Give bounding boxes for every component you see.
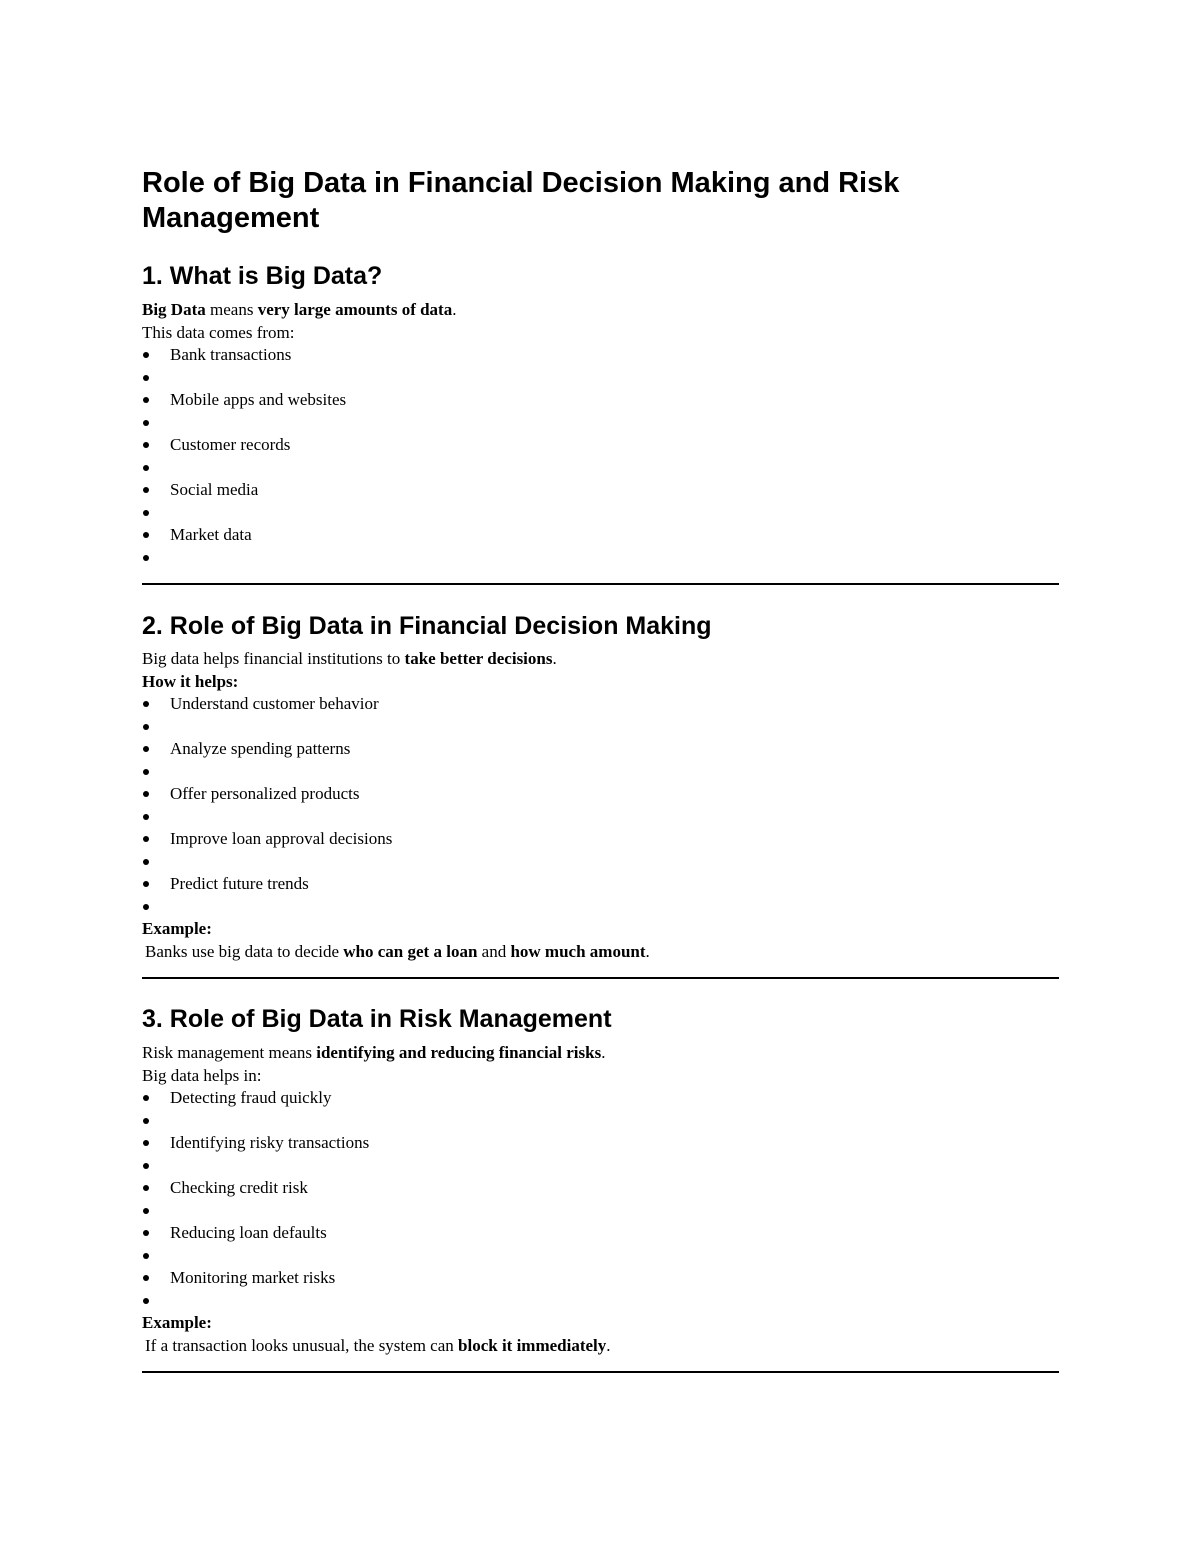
list-item: [142, 1200, 1059, 1223]
section-2-intro-end: .: [552, 649, 557, 668]
bullet-icon: [143, 442, 149, 448]
section-divider: [142, 1371, 1059, 1373]
list-item: [142, 1087, 1059, 1110]
bullet-icon: [143, 1095, 149, 1101]
section-1-intro-mid: means: [205, 300, 258, 319]
list-item-text: Customer records: [170, 435, 291, 454]
section-1-body: [142, 299, 1059, 569]
bullet-icon: [143, 836, 149, 842]
list-item-text: Improve loan approval decisions: [170, 829, 393, 848]
bullet-icon: [143, 1185, 149, 1191]
list-item: [142, 457, 1059, 480]
section-3-body: [142, 1042, 1059, 1357]
section-3-heading: 3. Role of Big Data in Risk Management: [142, 1005, 612, 1033]
bullet-icon: [143, 1163, 149, 1169]
bullet-icon: [143, 1140, 149, 1146]
list-item-text: Predict future trends: [170, 874, 309, 893]
list-item: [142, 412, 1059, 435]
list-item: [142, 1132, 1059, 1155]
section-3-example-label: [142, 1312, 1059, 1335]
section-3-example-label-text: Example:: [142, 1313, 212, 1332]
section-3-intro-end: .: [601, 1043, 606, 1062]
bullet-icon: [143, 532, 149, 538]
section-1-intro-emph: very large amounts of data: [257, 300, 453, 319]
bullet-icon: [143, 1298, 149, 1304]
section-2-intro-emph: take better decisions: [404, 649, 553, 668]
bullet-icon: [143, 881, 149, 887]
bullet-icon: [143, 1275, 149, 1281]
list-item: [142, 783, 1059, 806]
section-3-intro-emph: identifying and reducing financial risks: [316, 1043, 602, 1062]
list-item-text: Identifying risky transactions: [170, 1133, 370, 1152]
section-divider: [142, 583, 1059, 585]
section-3-intro: [142, 1042, 1059, 1065]
section-2-example-emph-2: how much amount: [510, 941, 646, 961]
section-1-list: [142, 344, 1059, 569]
bullet-icon: [143, 859, 149, 865]
bullet-icon: [143, 397, 149, 403]
section-3-lead: Big data helps in:: [142, 1065, 262, 1085]
list-item: [142, 1177, 1059, 1200]
list-item-text: Market data: [170, 525, 252, 544]
list-item: [142, 1222, 1059, 1245]
list-item: [142, 389, 1059, 412]
list-item: [142, 479, 1059, 502]
list-item: [142, 693, 1059, 716]
section-2-intro-start: Big data helps financial institutions to: [142, 649, 405, 668]
section-2-example-start: Banks use big data to decide: [145, 941, 344, 961]
list-item: [142, 716, 1059, 739]
section-2-list: [142, 693, 1059, 918]
section-1-heading: 1. What is Big Data?: [142, 262, 383, 290]
list-item-text: Analyze spending patterns: [170, 739, 351, 758]
list-item: [142, 738, 1059, 761]
list-item-text: Social media: [170, 480, 259, 499]
bullet-icon: [143, 375, 149, 381]
list-item: [142, 1245, 1059, 1268]
bullet-icon: [143, 769, 149, 775]
list-item: [142, 806, 1059, 829]
section-3-intro-start: Risk management means: [142, 1043, 317, 1062]
list-item: [142, 1110, 1059, 1133]
section-2-intro: [142, 648, 1059, 671]
bullet-icon: [143, 487, 149, 493]
section-2-example-emph-1: who can get a loan: [343, 941, 478, 961]
section-2-example-mid: and: [477, 941, 511, 961]
bullet-icon: [143, 724, 149, 730]
bullet-icon: [143, 701, 149, 707]
section-2-body: [142, 648, 1059, 963]
section-2-example: [142, 941, 1059, 964]
list-item: [142, 851, 1059, 874]
bullet-icon: [143, 791, 149, 797]
section-3-example: [142, 1335, 1059, 1358]
section-2-lead: [142, 671, 1059, 694]
bullet-icon: [143, 510, 149, 516]
list-item: [142, 873, 1059, 896]
list-item: [142, 828, 1059, 851]
section-1-intro-term: Big Data: [142, 300, 206, 319]
section-1-intro-end: .: [452, 300, 457, 319]
bullet-icon: [143, 814, 149, 820]
section-3-list: [142, 1087, 1059, 1312]
bullet-icon: [143, 1253, 149, 1259]
list-item: [142, 367, 1059, 390]
list-item-text: Understand customer behavior: [170, 694, 379, 713]
section-3-example-emph: block it immediately: [458, 1335, 607, 1355]
bullet-icon: [143, 555, 149, 561]
bullet-icon: [143, 1118, 149, 1124]
bullet-icon: [143, 746, 149, 752]
bullet-icon: [143, 1208, 149, 1214]
bullet-icon: [143, 420, 149, 426]
bullet-icon: [143, 1230, 149, 1236]
list-item-text: Checking credit risk: [170, 1178, 308, 1197]
section-2-example-label-text: Example:: [142, 919, 212, 938]
section-2-lead-text: How it helps:: [142, 671, 239, 691]
list-item: [142, 761, 1059, 784]
list-item: [142, 1290, 1059, 1313]
section-1-lead: This data comes from:: [142, 322, 295, 342]
bullet-icon: [143, 904, 149, 910]
list-item: [142, 502, 1059, 525]
document-title: Role of Big Data in Financial Decision Making and Risk Management: [142, 167, 900, 234]
list-item-text: Monitoring market risks: [170, 1268, 336, 1287]
list-item-text: Bank transactions: [170, 345, 292, 364]
list-item-text: Reducing loan defaults: [170, 1223, 327, 1242]
section-divider: [142, 977, 1059, 979]
list-item: [142, 547, 1059, 570]
section-2-example-label: [142, 918, 1059, 941]
section-3-example-end: .: [606, 1335, 611, 1355]
list-item-text: Mobile apps and websites: [170, 390, 347, 409]
list-item: [142, 1267, 1059, 1290]
list-item-text: Offer personalized products: [170, 784, 360, 803]
list-item: [142, 434, 1059, 457]
list-item: [142, 896, 1059, 919]
list-item: [142, 524, 1059, 547]
section-2-example-end: .: [645, 941, 650, 961]
section-2-heading: 2. Role of Big Data in Financial Decision Making: [142, 612, 712, 640]
section-1-intro: [142, 299, 1059, 322]
bullet-icon: [143, 352, 149, 358]
list-item: [142, 1155, 1059, 1178]
list-item: [142, 344, 1059, 367]
list-item-text: Detecting fraud quickly: [170, 1088, 332, 1107]
bullet-icon: [143, 465, 149, 471]
section-3-example-start: If a transaction looks unusual, the system can: [145, 1335, 459, 1355]
